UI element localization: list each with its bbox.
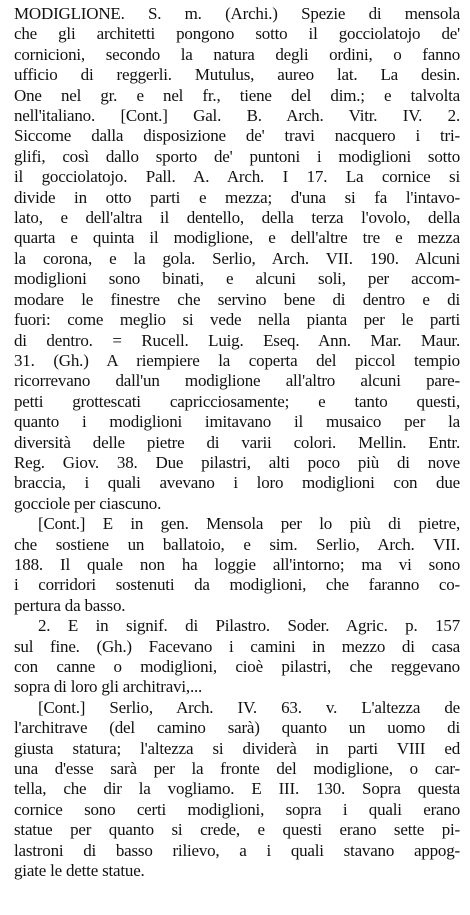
text-line: Reg. Giov. 38. Due pilastri, alti poco più di nove [14, 452, 460, 472]
text-line: 31. (Gh.) A riempiere la coperta del piccol tempio [14, 350, 460, 370]
text-line: la corona, e la gola. Serlio, Arch. VII. 190. Alcuni [14, 248, 460, 268]
text-line: che sostiene un ballatoio, e sim. Serlio, Arch. VII. [14, 534, 460, 554]
text-line: cornicioni, secondo la natura degli ordini, o fanno [14, 44, 460, 64]
text-line: giusta statura; l'altezza si dividerà in parti VIII ed [14, 738, 460, 758]
text-line: fuori: come meglio si vede nella pianta per le parti [14, 310, 460, 330]
text-line: lastroni di basso rilievo, a i quali stavano appog- [14, 840, 460, 860]
text-line: diversità delle pietre di varii colori. Mellin. Entr. [14, 432, 460, 452]
text-line: una d'esse sarà per la fronte del modiglione, o car- [14, 759, 460, 779]
text-line: petti grottescati capricciosamente; e tanto questi, [14, 391, 460, 411]
entry-paragraph-3 [14, 616, 460, 698]
text-line: divide in otto parti e mezza; d'una si fa l'intavo- [14, 187, 460, 207]
text-line: che gli architetti pongono sotto il gocciolatojo de' [14, 24, 460, 44]
text-line: braccia, i quali avevano i loro modiglioni con due [14, 473, 460, 493]
text-line: i corridori sostenuti da modiglioni, che faranno co- [14, 575, 460, 595]
text-line: cornice sono certi modiglioni, sopra i quali erano [14, 799, 460, 819]
text-line: statue per quanto si crede, e questi erano sette pi- [14, 820, 460, 840]
text-line: pertura da basso. [14, 595, 126, 615]
text-line: ufficio di reggerli. Mutulus, aureo lat. La desin. [14, 65, 460, 85]
text-line: One nel gr. e nel fr., tiene del dim.; e talvolta [14, 85, 460, 105]
text-line: con canne o modiglioni, cioè pilastri, che reggevano [14, 657, 460, 676]
text-line: glifi, così dallo sporto de' puntoni i modiglioni sotto [14, 146, 460, 166]
text-line: 2. E in signif. di Pilastro. Soder. Agric. p. 157 [38, 616, 460, 636]
text-line: nell'italiano. [Cont.] Gal. B. Arch. Vitr. IV. 2. [14, 106, 460, 126]
text-line: ricorrevano dall'un modiglione all'altro alcuni pare- [14, 371, 460, 391]
entry-paragraph-2 [14, 514, 460, 616]
text-line: [Cont.] Serlio, Arch. IV. 63. v. L'altezza de [38, 697, 460, 717]
text-line: giate le dette statue. [14, 861, 145, 881]
text-line: 188. Il quale non ha loggie all'intorno; ma vi sono [14, 554, 460, 574]
text-line: Siccome dalla disposizione de' travi nacquero i tri- [14, 126, 460, 146]
text-line: l'architrave (del camino sarà) quanto un uomo di [14, 718, 460, 738]
text-line: lato, e dell'altra il dentello, della terza l'ovolo, della [14, 208, 460, 228]
text-line: di dentro. = Rucell. Luig. Eseq. Ann. Mar. Maur. [14, 330, 460, 350]
text-line: sopra di loro gli architravi,... [14, 677, 203, 697]
text-line: modiglioni sono binati, e alcuni soli, per accom- [14, 269, 460, 289]
text-line: quarta e quinta il modiglione, e dell'altre tre e mezza [14, 228, 460, 248]
entry-paragraph-4 [14, 698, 460, 882]
entry-paragraph-1 [14, 4, 460, 514]
text-line: MODIGLIONE. S. m. (Archi.) Spezie di mensola [14, 4, 460, 23]
text-line: quanto i modiglioni imitavano il musaico per la [14, 412, 460, 432]
text-line: il gocciolatojo. Pall. A. Arch. I 17. La cornice si [14, 167, 460, 187]
text-line: tella, che dir la vogliamo. E III. 130. Sopra questa [14, 779, 460, 799]
text-line: gocciole per ciascuno. [14, 493, 162, 513]
text-line: modare le finestre che servino bene di dentro e di [14, 289, 460, 309]
text-line: sul fine. (Gh.) Facevano i camini in mezzo di casa [14, 636, 460, 656]
text-line: [Cont.] E in gen. Mensola per lo più di pietre, [38, 514, 460, 534]
